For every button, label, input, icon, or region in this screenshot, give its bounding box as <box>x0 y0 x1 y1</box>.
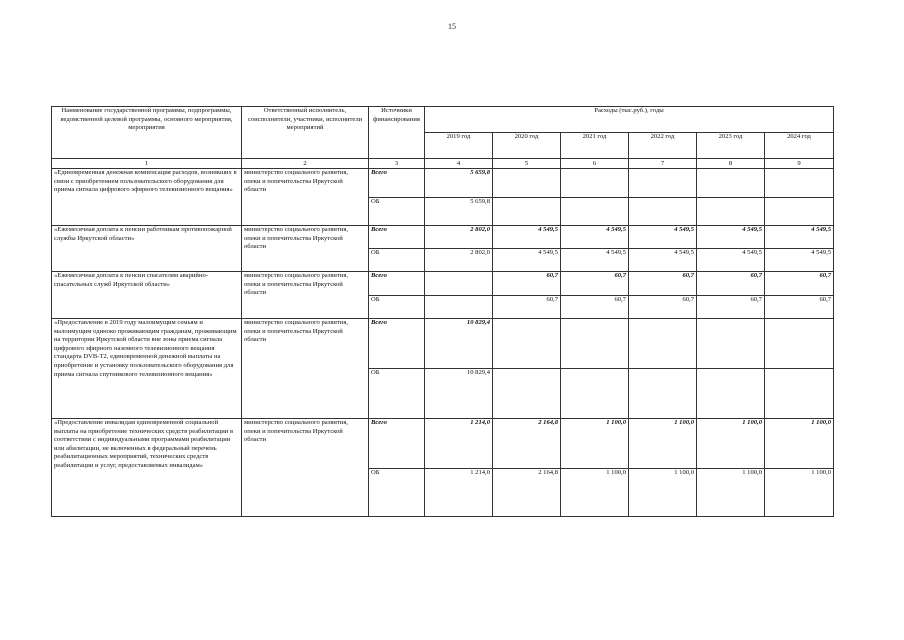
value-total: 60,7 <box>561 272 629 296</box>
value-ob <box>697 369 765 419</box>
value-total <box>425 272 493 296</box>
column-number: 9 <box>765 159 834 169</box>
value-ob: 60,7 <box>629 296 697 319</box>
table-row <box>52 226 834 249</box>
value-ob: 2 164,8 <box>493 469 561 517</box>
value-ob <box>493 198 561 226</box>
value-ob <box>425 296 493 319</box>
value-total <box>629 169 697 198</box>
table-row <box>52 419 834 469</box>
value-ob <box>561 369 629 419</box>
source-total: Всего <box>369 169 425 198</box>
value-total <box>561 169 629 198</box>
value-ob: 4 549,5 <box>493 249 561 272</box>
source-ob: ОБ <box>369 296 425 319</box>
value-ob: 60,7 <box>493 296 561 319</box>
column-number: 8 <box>697 159 765 169</box>
header-year: 2020 год <box>493 133 561 159</box>
value-ob <box>561 198 629 226</box>
value-total: 4 549,5 <box>493 226 561 249</box>
source-total: Всего <box>369 319 425 369</box>
value-ob: 1 100,0 <box>561 469 629 517</box>
value-total: 4 549,5 <box>765 226 834 249</box>
value-ob: 4 549,5 <box>765 249 834 272</box>
value-total: 60,7 <box>765 272 834 296</box>
value-total: 60,7 <box>629 272 697 296</box>
value-total: 4 549,5 <box>561 226 629 249</box>
source-ob: ОБ <box>369 469 425 517</box>
value-ob: 4 549,5 <box>561 249 629 272</box>
value-ob: 10 829,4 <box>425 369 493 419</box>
value-total: 10 829,4 <box>425 319 493 369</box>
value-ob <box>629 198 697 226</box>
header-year: 2019 год <box>425 133 493 159</box>
value-ob: 1 100,0 <box>629 469 697 517</box>
column-number-row <box>52 159 834 169</box>
column-number: 3 <box>369 159 425 169</box>
source-ob: ОБ <box>369 198 425 226</box>
table-row <box>52 319 834 369</box>
header-year: 2022 год <box>629 133 697 159</box>
value-ob: 60,7 <box>765 296 834 319</box>
responsible-executor: министерство социального развития, опеки и попечительства Иркутской области <box>242 419 369 517</box>
table-row <box>52 169 834 198</box>
responsible-executor: министерство социального развития, опеки и попечительства Иркутской области <box>242 319 369 419</box>
source-total: Всего <box>369 226 425 249</box>
column-number: 2 <box>242 159 369 169</box>
column-number: 1 <box>52 159 242 169</box>
budget-table <box>51 106 834 517</box>
header-responsible: Ответственный исполнитель, соисполнители, участники, исполнители мероприятий <box>242 107 369 159</box>
value-ob <box>629 369 697 419</box>
header-year: 2023 год <box>697 133 765 159</box>
measure-name: «Ежемесячная доплата к пенсии работникам противопожарной службы Иркутской области» <box>52 226 242 272</box>
value-total <box>629 319 697 369</box>
responsible-executor: министерство социального развития, опеки и попечительства Иркутской области <box>242 272 369 319</box>
value-total <box>697 169 765 198</box>
measure-name: «Предоставление инвалидам единовременной социальной выплаты на приобретение технических средств реабилитации в соответствии с индивидуальными программами реабилитации или абилитации, не включенных в федеральный перечень реабилитационных мероприятий, технических средств реабилитации и услуг, предоставляемых инвалидам» <box>52 419 242 517</box>
header-year: 2024 год <box>765 133 834 159</box>
table-row <box>52 272 834 296</box>
value-total: 1 100,0 <box>629 419 697 469</box>
value-total: 1 214,0 <box>425 419 493 469</box>
measure-name: «Единовременная денежная компенсация расходов, возникших в связи с приобретением пользовательского оборудования для приема сигнала цифрового эфирного телевизионного вещания» <box>52 169 242 226</box>
value-total <box>765 169 834 198</box>
value-ob: 60,7 <box>561 296 629 319</box>
responsible-executor: министерство социального развития, опеки и попечительства Иркутской области <box>242 169 369 226</box>
value-ob <box>765 198 834 226</box>
value-ob: 5 659,8 <box>425 198 493 226</box>
value-ob <box>697 198 765 226</box>
value-ob: 1 100,0 <box>697 469 765 517</box>
value-total <box>561 319 629 369</box>
value-ob: 1 100,0 <box>765 469 834 517</box>
header-expenses: Расходы (тыс.руб.), годы <box>425 107 834 133</box>
value-total <box>697 319 765 369</box>
column-number: 4 <box>425 159 493 169</box>
value-total: 4 549,5 <box>629 226 697 249</box>
value-ob: 4 549,5 <box>697 249 765 272</box>
source-total: Всего <box>369 272 425 296</box>
column-number: 5 <box>493 159 561 169</box>
header-year: 2021 год <box>561 133 629 159</box>
value-ob: 2 802,0 <box>425 249 493 272</box>
measure-name: «Предоставление в 2019 году малоимущим семьям и малоимущим одиноко проживающим гражданам, проживающим на территории Иркутской области вне зоны приема сигнала цифрового эфирного наземного телевизионного вещания стандарта DVB-T2, единовременной денежной выплаты на приобретение и установку пользовательского оборудования для приема сигнала спутникового телевизионного вещания» <box>52 319 242 419</box>
value-total <box>493 169 561 198</box>
value-total: 60,7 <box>697 272 765 296</box>
value-total: 1 100,0 <box>765 419 834 469</box>
value-total <box>493 319 561 369</box>
value-ob <box>493 369 561 419</box>
value-ob: 4 549,5 <box>629 249 697 272</box>
value-total: 1 100,0 <box>561 419 629 469</box>
value-total: 60,7 <box>493 272 561 296</box>
value-ob: 1 214,0 <box>425 469 493 517</box>
value-total: 2 164,8 <box>493 419 561 469</box>
value-ob <box>765 369 834 419</box>
header-source: Источники финансирования <box>369 107 425 159</box>
value-total: 2 802,0 <box>425 226 493 249</box>
source-ob: ОБ <box>369 249 425 272</box>
value-total: 1 100,0 <box>697 419 765 469</box>
column-number: 7 <box>629 159 697 169</box>
value-total: 4 549,5 <box>697 226 765 249</box>
column-number: 6 <box>561 159 629 169</box>
value-total: 5 659,8 <box>425 169 493 198</box>
header-name: Наименование государственной программы, подпрограммы, ведомственной целевой программы, основного мероприятия, мероприятия <box>52 107 242 159</box>
source-total: Всего <box>369 419 425 469</box>
source-ob: ОБ <box>369 369 425 419</box>
value-ob: 60,7 <box>697 296 765 319</box>
value-total <box>765 319 834 369</box>
page-number: 15 <box>448 22 456 31</box>
responsible-executor: министерство социального развития, опеки и попечительства Иркутской области <box>242 226 369 272</box>
measure-name: «Ежемесячная доплата к пенсии спасателям аварийно-спасательных служб Иркутской области» <box>52 272 242 319</box>
